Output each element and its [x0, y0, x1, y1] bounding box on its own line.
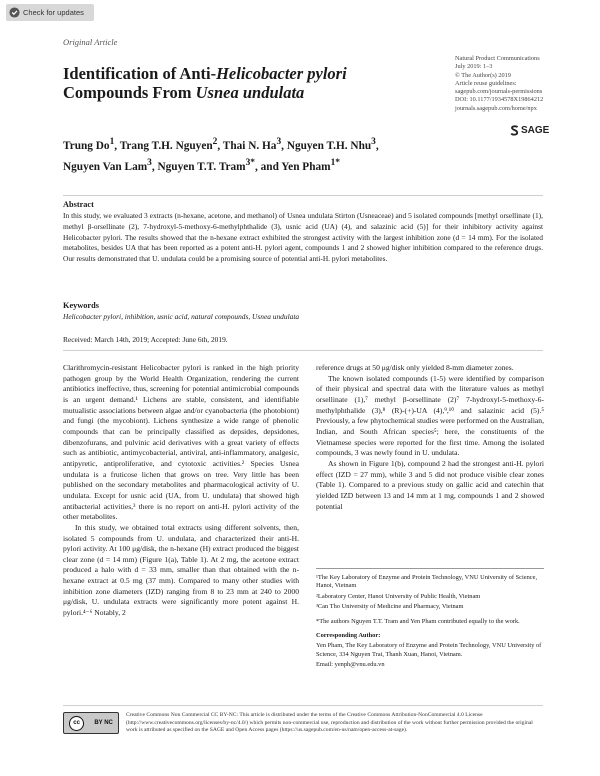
author-name: Yen Pham	[281, 160, 331, 173]
divider	[63, 350, 543, 351]
body-paragraph: In this study, we obtained total extracts using different solvents, then, isolated 5 compounds from U. undulata, and characterized their anti-H. pylori activity. At 100 μg/disk, the n-hexane (H) extract produced the biggest clear zone (d = 14 mm) (Figure 1(a), Table 1). At 2 mg, the acetone extract produced a halo with d = 33 mm, smaller than that obtained with the n-hexane extract at 0.5 mg (37 mm). Compared to many other studies with inhibition zone diameters (IZD) ranging from 8 to 23 mm at 240 to 2000 μg/disk, U. undulata extracts were significantly more potent against H. pylori.⁴⁻⁶ Notably, 2	[63, 522, 299, 618]
journal-line: Natural Product Communications	[455, 55, 540, 62]
equal-contribution-note: *The authors Nguyen T.T. Tram and Yen Pham contributed equally to the work.	[316, 617, 520, 625]
corresponding-author-heading: Corresponding Author:	[316, 632, 381, 640]
received-accepted-dates: Received: March 14th, 2019; Accepted: June 6th, 2019.	[63, 335, 228, 344]
article-title	[63, 64, 403, 102]
author-name: Thai N. Ha	[222, 139, 277, 152]
corresponding-author-address: Yen Pham, The Key Laboratory of Enzyme and Protein Technology, VNU University of Science, 334 Nguyen Trai, Thanh Xuan, Hanoi, Vietnam.	[316, 642, 542, 658]
sage-logo-text: SAGE	[521, 125, 550, 136]
author-name: Nguyen T.H. Nhu	[286, 139, 372, 152]
abstract-heading: Abstract	[63, 200, 94, 209]
journal-line: sagepub.com/journals-permissions	[455, 88, 543, 96]
corresponding-author-email[interactable]: Email: yenph@vnu.edu.vn	[316, 661, 385, 669]
author-name: Nguyen Van Lam	[63, 160, 148, 173]
keywords-text: Helicobacter pylori, inhibition, usnic acid, natural compounds, Usnea undulata	[63, 312, 300, 321]
author-list: Trung Do$^1$, Trang T.H. Nguyen$^2$, Thai N. Ha$^3$, Nguyen T.H. Nhu$^3$, Nguyen Van Lam$^3$, Nguyen T.T. Tram$^{3*}$, and Yen Pham$^{1*}$	[63, 137, 379, 173]
check-for-updates-badge[interactable]	[6, 4, 94, 21]
license-divider	[63, 705, 543, 706]
author-affiliation: 3*	[245, 157, 255, 168]
author-name: Nguyen T.T. Tram	[157, 160, 246, 173]
author-affiliation: 2	[212, 137, 218, 147]
affiliation: ²Laboratory Center, Hanoi University of Public Health, Vietnam	[316, 592, 481, 600]
keywords-heading: Keywords	[63, 301, 99, 310]
license-text: Creative Commons Non Commercial CC BY-NC: This article is distributed under the terms of the Creative Commons Attribution-NonCommercial 4.0 License (http://www.creativecommons.org/licenses/by-nc/4.0/) which permits non-commercial use, reproduction and distribution of the work without further permission provided the original work is attributed as specified on the SAGE and Open Access pages (https://us.sagepub.com/en-us/nam/open-access-at-sage).	[126, 712, 533, 734]
journal-line: Article reuse guidelines:	[455, 79, 517, 87]
body-paragraph: Clarithromycin-resistant Helicobacter pylori is ranked in the high priority pathogen group by the World Health Organization, rendering the current antibiotics ineffective, thus, screening for potential antimicrobial compounds is an urgent demand.¹ Lichens are stable, consistent, and identifiable mutualistic associations between algae and/or cyanobacteria (the photobiont) and fungi (the mycobiont). Lichens synthesize a wide range of phenolic compounds that can be principally classified as depsides, depsidones, dibenzofurans, and pulvinic acid derivatives with a great variety of effects such as antibiotic, antimycobacterial, antiviral, anti-inflammatory, analgesic, antipyretic, antiproliferative, and cytotoxic activities.² Species Usnea undulata is a fruticose lichen that grows on tree. Very little has been published on the secondary metabolites and pharmacological activity of U. undulata. Except for usnic acid (UA, from U. undulata) that showed high antibacterial activities,³ there is no report on anti-H. pylori activity of the other metabolites.	[63, 363, 299, 522]
title-line2-italic: Usnea undulata	[195, 83, 305, 102]
author-name: Trang T.H. Nguyen	[119, 139, 213, 152]
article-type: Original Article	[63, 37, 118, 47]
body-paragraph: reference drugs at 50 μg/disk only yielded 8-mm diameter zones.	[316, 363, 514, 372]
title-line1-prefix: Identification of Anti-	[63, 64, 217, 83]
author-name: Trung Do	[63, 139, 110, 152]
divider	[63, 195, 543, 196]
body-paragraph: As shown in Figure 1(b), compound 2 had the strongest anti-H. pylori effect (IZD = 27 mm), while 3 and 5 did not produce visible clear zones (Table 1). Compared to a previous study on gallic acid and catechin that yielded IZD between 13 and 14 mm at 1 mg, compounds 1 and 2 showed potential	[316, 458, 544, 511]
journal-line: July 2019: 1–3	[455, 63, 493, 71]
title-line2-prefix: Compounds From	[63, 83, 196, 102]
crossmark-icon	[9, 7, 20, 18]
affiliation: ¹The Key Laboratory of Enzyme and Protein Technology, VNU University of Science, Hanoi, Vietnam	[316, 574, 538, 590]
cc-icon: cc	[69, 716, 84, 731]
body-column-right	[316, 363, 544, 512]
journal-line: journals.sagepub.com/home/npx	[455, 104, 537, 112]
journal-line: © The Author(s) 2019	[455, 71, 511, 79]
author-affiliation: 1	[109, 137, 115, 147]
author-affiliation: 3	[276, 137, 282, 147]
body-paragraph: The known isolated compounds (1-5) were identified by comparison of their physical and spectral data with the literature values as methyl orsellinate (1),⁷ methyl β-orsellinate (2)⁷ 7-hydroxyl-5-methoxy-6-methylphthalide (3),⁸ (R)-(+)-UA (4),⁹,¹⁰ and salazinic acid (5).⁵ Previously, a few phytochemical studies were performed on the Australian, Indian, and South African species⁵; here, the constituents of the Vietnamese species were reported for the first time. Among the isolated compounds, 3 was newly found in U. undulata.	[316, 373, 544, 458]
footnote-divider	[316, 568, 544, 569]
sage-s-icon	[510, 125, 519, 136]
author-affiliation: 1*	[330, 157, 340, 168]
affiliation: ³Can Tho University of Medicine and Pharmacy, Vietnam	[316, 603, 464, 611]
body-column-left	[63, 363, 299, 619]
cc-license-badge[interactable]	[63, 712, 119, 734]
check-for-updates-label: Check for updates	[23, 8, 84, 17]
title-line1-italic: Helicobacter pylori	[216, 64, 347, 83]
journal-line: DOI: 10.1177/1934578X19864212	[455, 96, 544, 104]
author-affiliation: 3	[371, 137, 376, 147]
sage-logo	[510, 125, 549, 136]
cc-badge-text: BY NC	[94, 720, 113, 726]
abstract-text: In this study, we evaluated 3 extracts (n-hexane, acetone, and methanol) of Usnea undulata Stirton (Usneaceae) and 5 isolated compounds [methyl orsellinate (1), methyl β-orsellinate (2), 7-hydroxyl-5-methoxy-6-methylphthalide (3), usnic acid (UA) (4), and salazinic acid (5)] for their inhibitory activity against Helicobacter pylori. The results showed that the n-hexane extract exhibited the strongest activity with the largest inhibition zone (d = 14 mm). For the isolated metabolites, besides UA that has been reported as a potent anti-H. pylori agent, compounds 1 and 2 showed higher inhibition compared to the reference drugs. Our results demonstrated that U. undulata could be a promising source of potential anti-H. pylori metabolites.	[63, 211, 543, 264]
author-affiliation: 3	[147, 157, 152, 168]
journal-info	[455, 55, 575, 113]
affiliations-footnote	[316, 574, 544, 672]
